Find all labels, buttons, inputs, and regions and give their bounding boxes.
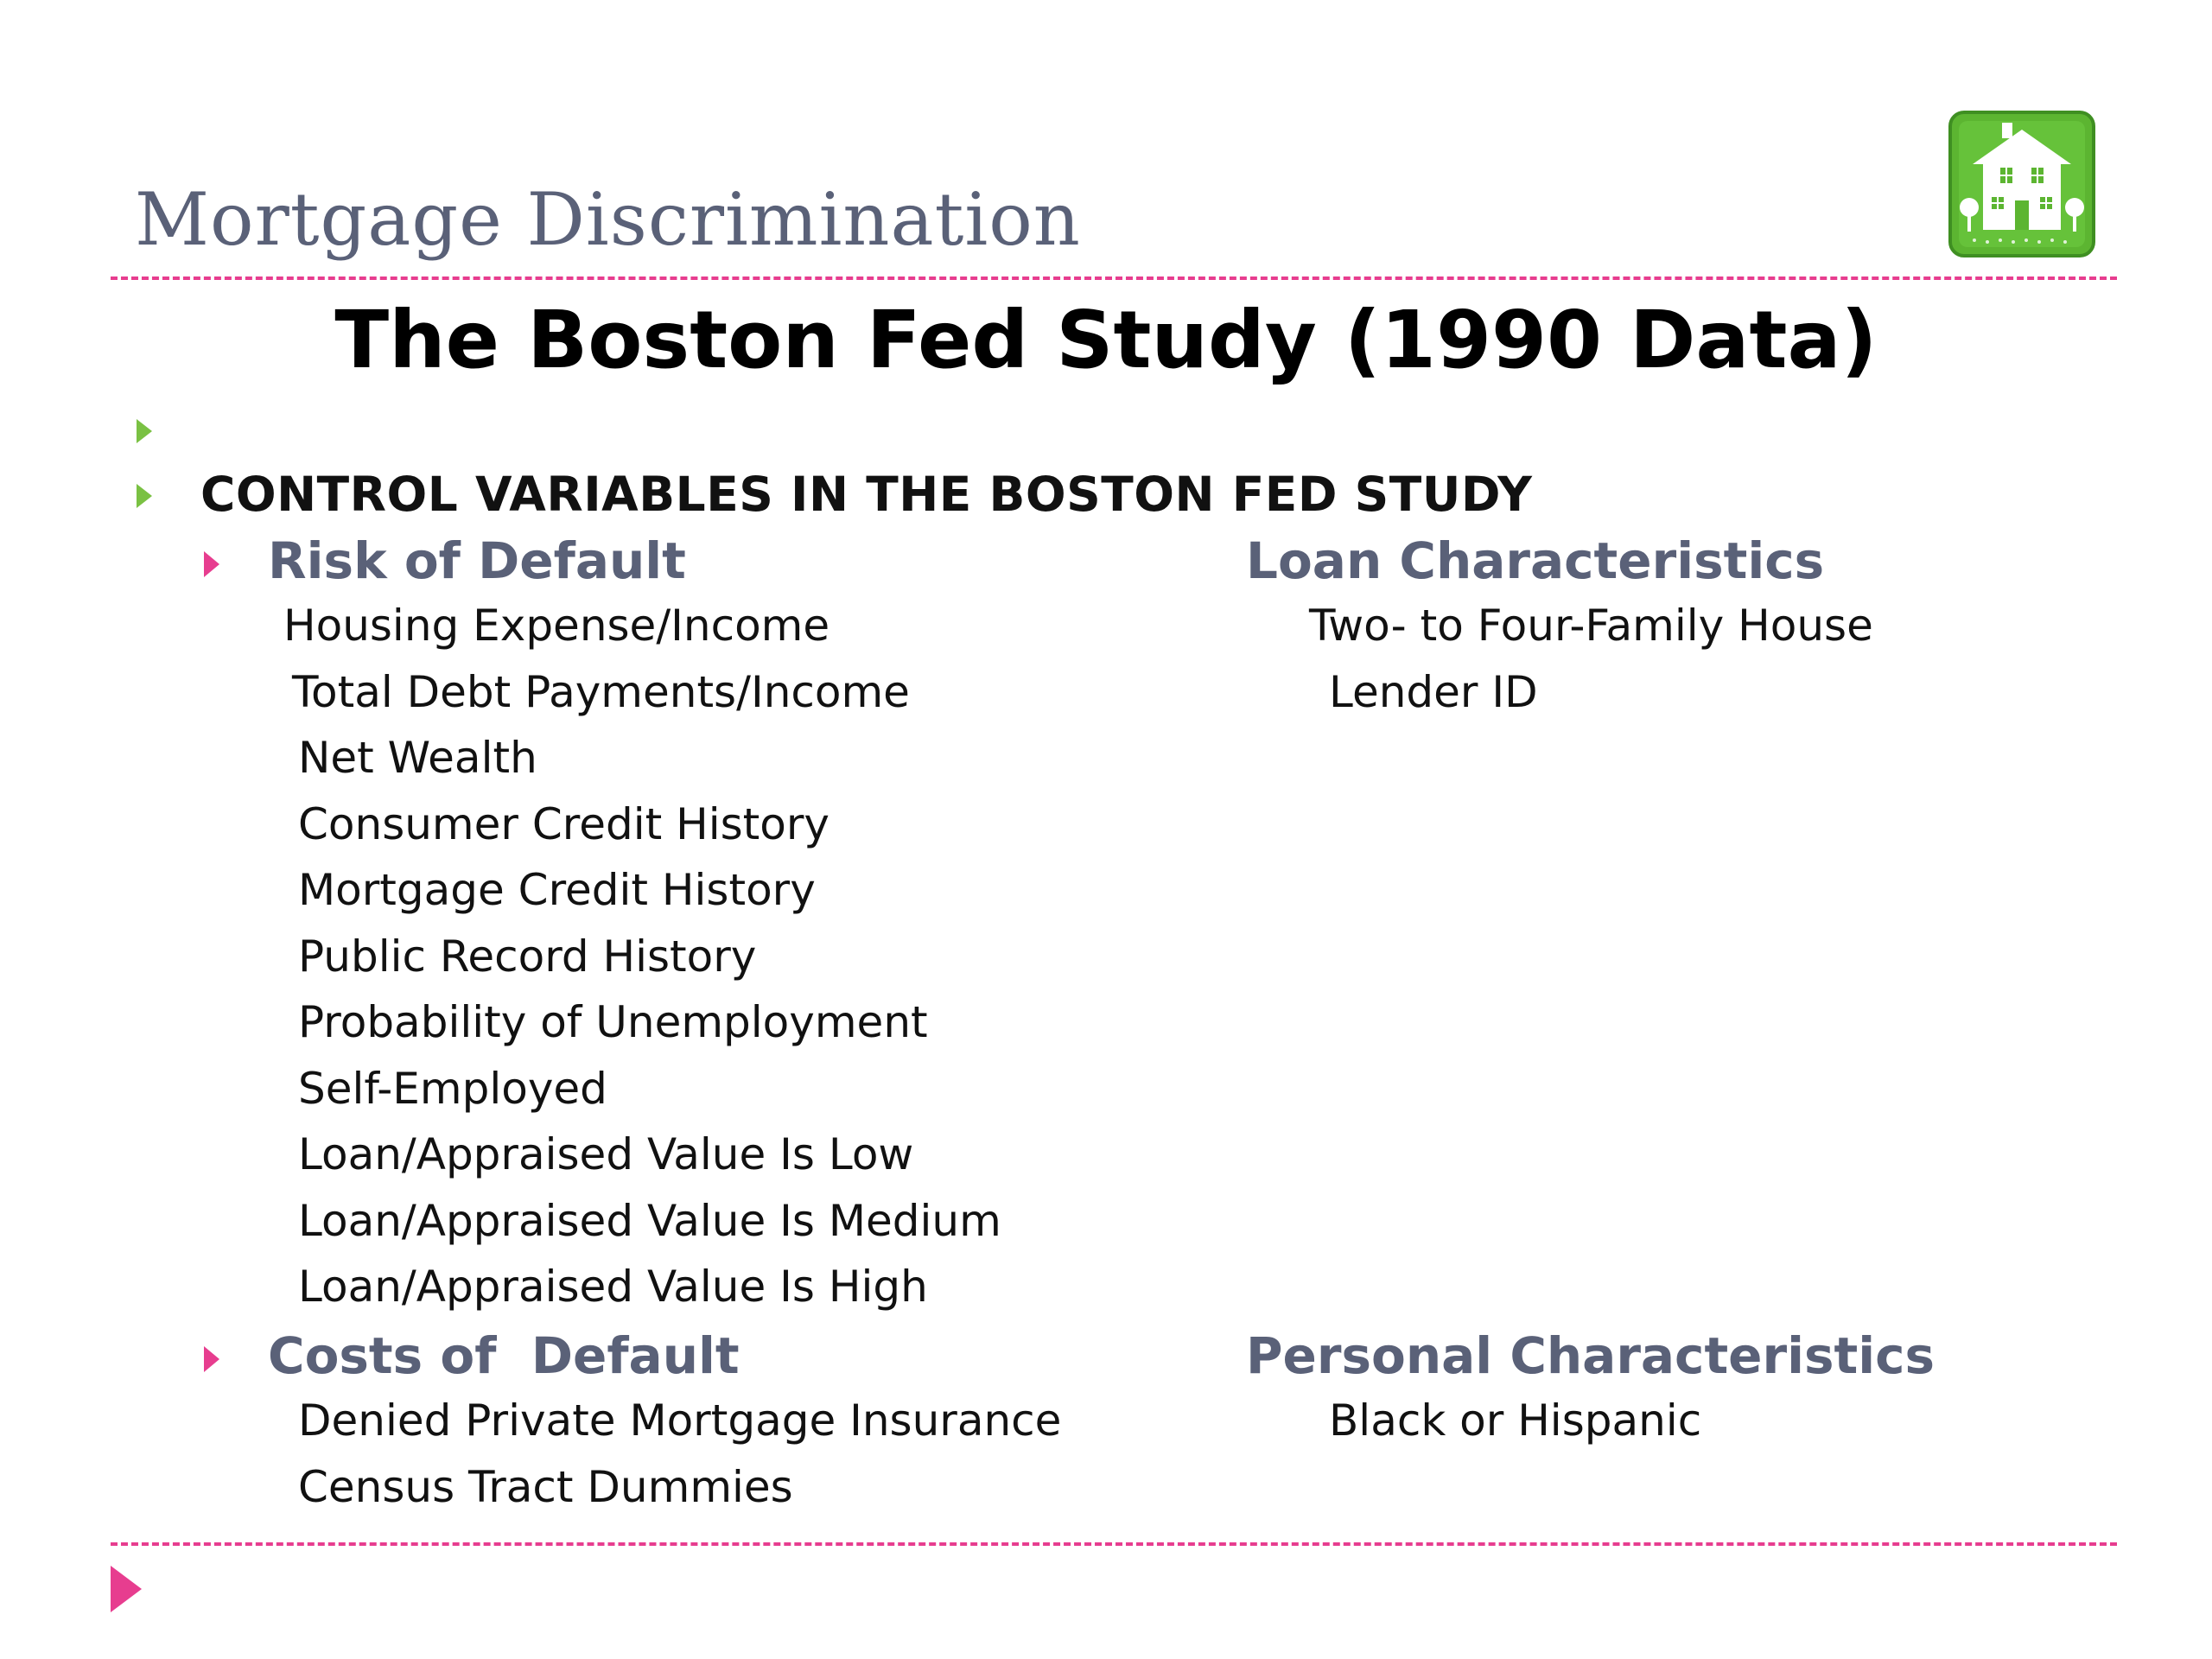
- header-divider: [111, 276, 2117, 280]
- list-item: Loan/Appraised Value Is Medium: [298, 1196, 1001, 1246]
- list-item: Consumer Credit History: [298, 799, 830, 849]
- footer-divider: [111, 1542, 2117, 1546]
- bullet-icon: [204, 1346, 219, 1372]
- header-title: Mortgage Discrimination: [135, 177, 1081, 262]
- slide-title: The Boston Fed Study (1990 Data): [334, 294, 1878, 386]
- list-item: Black or Hispanic: [1329, 1395, 1702, 1446]
- list-item: Probability of Unemployment: [298, 997, 928, 1047]
- list-item: Housing Expense/Income: [283, 601, 830, 651]
- list-item: Census Tract Dummies: [298, 1462, 793, 1512]
- personal-characteristics-heading: Personal Characteristics: [1246, 1326, 1936, 1385]
- costs-of-default-heading: Costs of Default: [268, 1326, 740, 1385]
- list-item: Lender ID: [1329, 667, 1538, 717]
- house-icon: [1948, 111, 2095, 257]
- list-item: Mortgage Credit History: [298, 865, 816, 915]
- list-item: Total Debt Payments/Income: [292, 667, 910, 717]
- list-item: Loan/Appraised Value Is Low: [298, 1129, 914, 1179]
- list-item: Self-Employed: [298, 1064, 607, 1114]
- list-item: Two- to Four-Family House: [1309, 601, 1873, 651]
- section-heading: CONTROL VARIABLES IN THE BOSTON FED STUDY: [200, 467, 1533, 522]
- play-icon: [111, 1566, 142, 1612]
- list-item: Loan/Appraised Value Is High: [298, 1262, 928, 1312]
- list-item: Denied Private Mortgage Insurance: [298, 1395, 1062, 1446]
- risk-of-default-heading: Risk of Default: [268, 531, 686, 590]
- loan-characteristics-heading: Loan Characteristics: [1246, 531, 1825, 590]
- bullet-icon: [204, 551, 219, 577]
- bullet-icon: [137, 419, 152, 443]
- bullet-icon: [137, 484, 152, 508]
- list-item: Net Wealth: [298, 733, 537, 783]
- list-item: Public Record History: [298, 931, 757, 982]
